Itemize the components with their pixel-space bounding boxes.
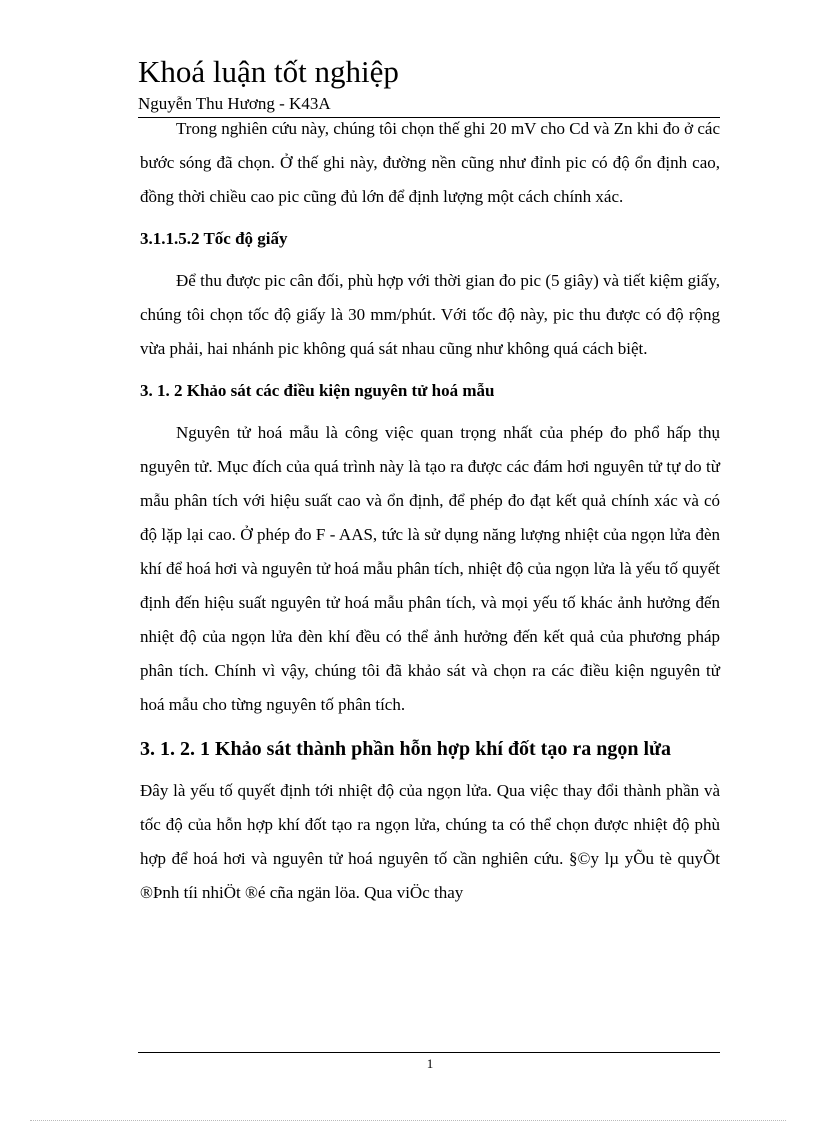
section-heading-atomization: 3. 1. 2 Khảo sát các điều kiện nguyên tử hoá mẫu bbox=[140, 381, 495, 400]
section-heading-gas-mixture: 3. 1. 2. 1 Khảo sát thành phần hỗn hợp khí đốt tạo ra ngọn lửa bbox=[140, 738, 672, 760]
section-heading-paper-speed: 3.1.1.5.2 Tốc độ giấy bbox=[140, 229, 288, 248]
page-number: 1 bbox=[426, 1056, 434, 1071]
document-body bbox=[140, 112, 720, 910]
paragraph-gas-mixture: Đây là yếu tố quyết định tới nhiệt độ của ngọn lửa. Qua việc thay đổi thành phần và tốc độ của hỗn hợp khí đốt tạo ra ngọn lửa, chúng ta có thể chọn được nhiệt độ phù hợp để hoá hơi và nguyên tử hoá nguyên tố cần nghiên cứu. §©y lµ yÕu tè quyÕt ®Þnh tíi nhiÖt ®é cña ngän löa. Qua viÖc thay bbox=[140, 781, 720, 902]
paragraph-paper-speed: Để thu được pic cân đối, phù hợp với thời gian đo pic (5 giây) và tiết kiệm giấy, chúng tôi chọn tốc độ giấy là 30 mm/phút. Với tốc độ này, pic thu được có độ rộng vừa phải, hai nhánh pic không quá sát nhau cũng như không quá cách biệt. bbox=[140, 271, 720, 358]
document-header-author: Nguyễn Thu Hương - K43A bbox=[138, 94, 331, 113]
page-bottom-border bbox=[30, 1120, 786, 1121]
paragraph-voltage-setting: Trong nghiên cứu này, chúng tôi chọn thế ghi 20 mV cho Cd và Zn khi đo ở các bước sóng đã chọn. Ở thế ghi này, đường nền cũng như đỉnh pic có độ ổn định cao, đồng thời chiều cao pic cũng đủ lớn để định lượng một cách chính xác. bbox=[140, 119, 720, 206]
footer-divider bbox=[138, 1052, 720, 1053]
paragraph-atomization: Nguyên tử hoá mẫu là công việc quan trọng nhất của phép đo phổ hấp thụ nguyên tử. Mục đích của quá trình này là tạo ra được các đám hơi nguyên tử tự do từ mẫu phân tích với hiệu suất cao và ổn định, để phép đo đạt kết quả chính xác và có độ lặp lại cao. Ở phép đo F - AAS, tức là sử dụng năng lượng nhiệt của ngọn lửa đèn khí để hoá hơi và nguyên tử hoá mẫu phân tích, nhiệt độ của ngọn lửa là yếu tố quyết định đến hiệu suất nguyên tử hoá mẫu phân tích, và mọi yếu tố khác ảnh hưởng đến nhiệt độ của ngọn lửa đèn khí đều có thể ảnh hưởng đến kết quả của phương pháp phân tích. Chính vì vậy, chúng tôi đã khảo sát và chọn ra các điều kiện nguyên tử hoá mẫu cho từng nguyên tố phân tích. bbox=[140, 423, 720, 714]
document-header-title: Khoá luận tốt nghiệp bbox=[138, 54, 399, 89]
